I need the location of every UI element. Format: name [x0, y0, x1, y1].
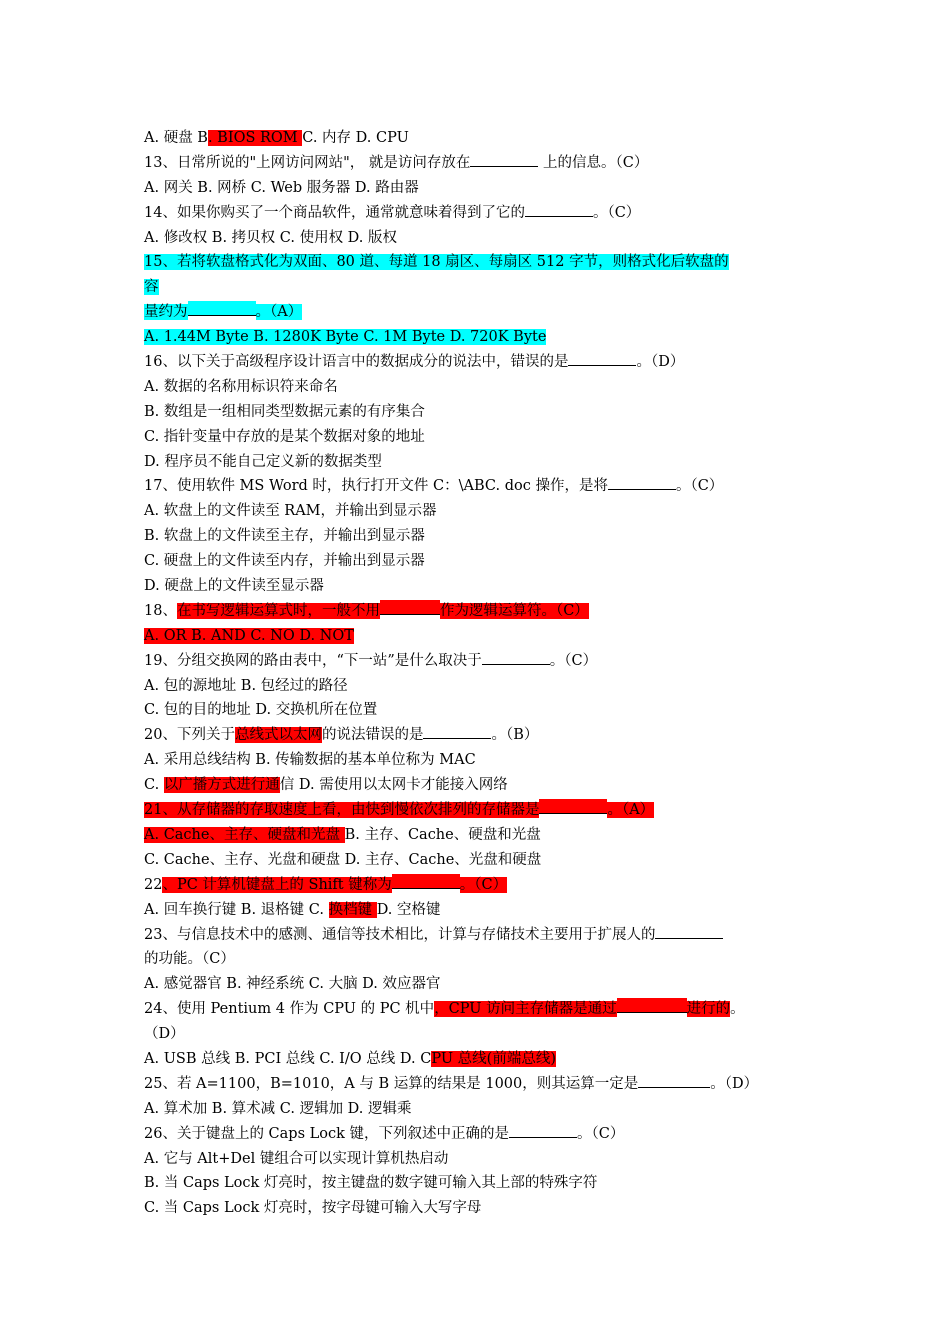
text-line	[144, 499, 814, 524]
text-line	[144, 574, 814, 599]
text-segment: 信 D. 需使用以太网卡才能接入网络	[279, 777, 508, 794]
text-line	[144, 674, 814, 699]
text-segment: B. 数组是一组相同类型数据元素的有序集合	[144, 403, 425, 420]
highlighted-text: 21、从存储器的存取速度上看，由快到慢依次排列的存储器是	[144, 802, 540, 819]
text-segment: C. 硬盘上的文件读至内存，并输出到显示器	[144, 553, 425, 570]
text-segment: A. 它与 Alt+Del 键组合可以实现计算机热启动	[144, 1150, 449, 1167]
highlighted-text: 15、若将软盘格式化为双面、80 道、每道 18 扇区、每扇区 512 字节，则格式化后软盘的	[144, 254, 729, 271]
answer-blank	[608, 475, 676, 490]
text-segment: 。（C）	[549, 652, 598, 669]
answer-blank	[568, 351, 636, 366]
text-line	[144, 425, 814, 450]
text-segment: 25、若 A=1100，B=1010，A 与 B 运算的结果是 1000，则其运算一定是	[144, 1075, 639, 1092]
text-segment: 。（D）	[636, 354, 685, 371]
text-segment: D. 程序员不能自己定义新的数据类型	[144, 453, 382, 470]
text-segment: 17、使用软件 MS Word 时，执行打开文件 C：\ABC. doc 操作，是将	[144, 478, 608, 495]
answer-blank	[617, 998, 687, 1013]
answer-blank	[470, 152, 538, 167]
answer-blank	[482, 650, 550, 665]
text-line	[144, 624, 814, 649]
highlighted-text: 以广播方式进行通	[163, 777, 280, 794]
highlighted-text: PU 总线(前端总线)	[431, 1050, 556, 1067]
text-segment: 的功能。（C）	[144, 951, 235, 968]
text-line	[144, 1097, 814, 1122]
text-segment: 20、下列关于	[144, 727, 235, 744]
text-segment: 13、日常所说的"上网访问网站"， 就是访问存放在	[144, 154, 471, 171]
text-segment: C. 当 Caps Lock 灯亮时，按字母键可输入大写字母	[144, 1200, 482, 1217]
text-line	[144, 1072, 814, 1097]
text-line	[144, 549, 814, 574]
highlighted-text: 换档键	[328, 901, 377, 918]
text-segment: A. 回车换行键 B. 退格键 C.	[144, 901, 329, 918]
text-segment: A. 采用总线结构 B. 传输数据的基本单位称为 MAC	[144, 752, 476, 769]
text-segment: 26、关于键盘上的 Caps Lock 键，下列叙述中正确的是	[144, 1125, 510, 1142]
text-segment: D. 空格键	[376, 901, 441, 918]
text-line	[144, 400, 814, 425]
text-line	[144, 474, 814, 499]
text-segment: 18、	[144, 602, 177, 619]
text-line	[144, 898, 814, 923]
text-line	[144, 723, 814, 748]
answer-blank	[638, 1073, 710, 1088]
text-line	[144, 300, 814, 325]
text-line	[144, 748, 814, 773]
text-line	[144, 923, 814, 948]
text-line	[144, 773, 814, 798]
text-segment: A. 包的源地址 B. 包经过的路径	[144, 677, 348, 694]
answer-blank	[392, 874, 460, 889]
text-line	[144, 201, 814, 226]
text-segment: A. 数据的名称用标识符来命名	[144, 378, 338, 395]
text-segment: 。（B）	[491, 727, 539, 744]
text-segment: （D）	[144, 1026, 185, 1043]
text-segment: A. USB 总线 B. PCI 总线 C. I/O 总线 D. C	[144, 1050, 432, 1067]
highlighted-text: A. Cache、主存、硬盘和光盘	[144, 826, 345, 843]
text-segment: 23、与信息技术中的感测、通信等技术相比，计算与存储技术主要用于扩展人的	[144, 926, 656, 943]
answer-blank	[380, 600, 440, 615]
highlighted-text: 。（C）	[459, 876, 508, 893]
text-line	[144, 250, 814, 275]
text-line	[144, 524, 814, 549]
text-line	[144, 325, 814, 350]
text-line	[144, 1022, 814, 1047]
answer-blank	[539, 799, 607, 814]
text-segment: 24、使用 Pentium 4 作为 CPU 的 PC 机中	[144, 1001, 435, 1018]
highlighted-text: 。（A）	[255, 304, 303, 321]
text-segment: A. 软盘上的文件读至 RAM，并输出到显示器	[144, 503, 437, 520]
text-segment: C. 指针变量中存放的是某个数据对象的地址	[144, 428, 425, 445]
text-segment: A. 感觉器官 B. 神经系统 C. 大脑 D. 效应器官	[144, 976, 441, 993]
text-segment: 。（D）	[710, 1075, 759, 1092]
text-line	[144, 226, 814, 251]
text-line	[144, 1171, 814, 1196]
text-segment: 14、如果你购买了一个商品软件，通常就意味着得到了它的	[144, 204, 525, 221]
text-segment: B. 当 Caps Lock 灯亮时，按主键盘的数字键可输入其上部的特殊字符	[144, 1175, 598, 1192]
highlighted-text: 。（A）	[607, 802, 655, 819]
text-line	[144, 972, 814, 997]
text-segment: D. 硬盘上的文件读至显示器	[144, 578, 324, 595]
text-segment: 上的信息。（C）	[538, 154, 649, 171]
answer-blank	[423, 724, 491, 739]
text-line	[144, 275, 814, 300]
text-line	[144, 823, 814, 848]
highlighted-text: 总线式以太网	[234, 727, 322, 744]
text-line	[144, 873, 814, 898]
text-segment: C. 内存 D. CPU	[302, 130, 409, 146]
highlighted-text: 作为逻辑运算符。（C）	[439, 602, 589, 619]
text-line	[144, 151, 814, 176]
text-segment: B. 软盘上的文件读至主存，并输出到显示器	[144, 528, 425, 545]
text-line	[144, 698, 814, 723]
answer-blank	[509, 1123, 577, 1138]
text-segment: 16、以下关于高级程序设计语言中的数据成分的说法中，错误的是	[144, 354, 569, 371]
highlighted-text: A. 1.44M Byte B. 1280K Byte C. 1M Byte D. 720K Byte	[144, 329, 547, 346]
text-line	[144, 1147, 814, 1172]
text-line	[144, 1047, 814, 1072]
text-segment: B. 主存、Cache、硬盘和光盘	[344, 826, 541, 843]
text-line	[144, 176, 814, 201]
text-line	[144, 848, 814, 873]
text-segment: C.	[144, 777, 164, 794]
text-segment: A. 算术加 B. 算术减 C. 逻辑加 D. 逻辑乘	[144, 1100, 412, 1117]
text-segment: 22	[144, 876, 163, 893]
text-line	[144, 1196, 814, 1221]
text-line	[144, 798, 814, 823]
highlighted-text: A. OR B. AND C. NO D. NOT	[144, 627, 354, 644]
text-line	[144, 599, 814, 624]
text-segment: A. 网关 B. 网桥 C. Web 服务器 D. 路由器	[144, 179, 419, 196]
text-line	[144, 126, 814, 151]
text-line	[144, 450, 814, 475]
text-segment: 。（C）	[592, 204, 641, 221]
text-segment: 。（C）	[577, 1125, 625, 1142]
text-line	[144, 350, 814, 375]
highlighted-text: ，CPU 访问主存储器是通过	[434, 1001, 617, 1018]
text-line	[144, 947, 814, 972]
highlighted-text: . BIOS ROM	[207, 130, 303, 146]
answer-blank	[655, 924, 723, 939]
answer-blank	[188, 301, 256, 316]
text-segment: 19、分组交换网的路由表中，“下一站”是什么取决于	[144, 652, 482, 669]
text-segment: C. 包的目的地址 D. 交换机所在位置	[144, 702, 378, 719]
text-line	[144, 997, 814, 1022]
document-body	[144, 126, 814, 1221]
highlighted-text: 在书写逻辑运算式时，一般不用	[176, 602, 380, 619]
highlighted-text: 量约为	[144, 304, 188, 321]
answer-blank	[525, 202, 593, 217]
text-line	[144, 649, 814, 674]
highlighted-text: 进行的	[686, 1001, 731, 1018]
text-line	[144, 375, 814, 400]
text-segment: 。（C）	[675, 478, 724, 495]
text-segment: A. 硬盘 B	[144, 130, 208, 146]
text-segment: A. 修改权 B. 拷贝权 C. 使用权 D. 版权	[144, 229, 398, 246]
text-segment: 的说法错误的是	[321, 727, 424, 744]
highlighted-text: 、PC 计算机键盘上的 Shift 键称为	[162, 876, 392, 893]
text-segment: C. Cache、主存、光盘和硬盘 D. 主存、Cache、光盘和硬盘	[144, 851, 542, 868]
highlighted-text: 容	[144, 279, 159, 296]
text-segment: 。	[730, 1001, 745, 1018]
text-line	[144, 1122, 814, 1147]
